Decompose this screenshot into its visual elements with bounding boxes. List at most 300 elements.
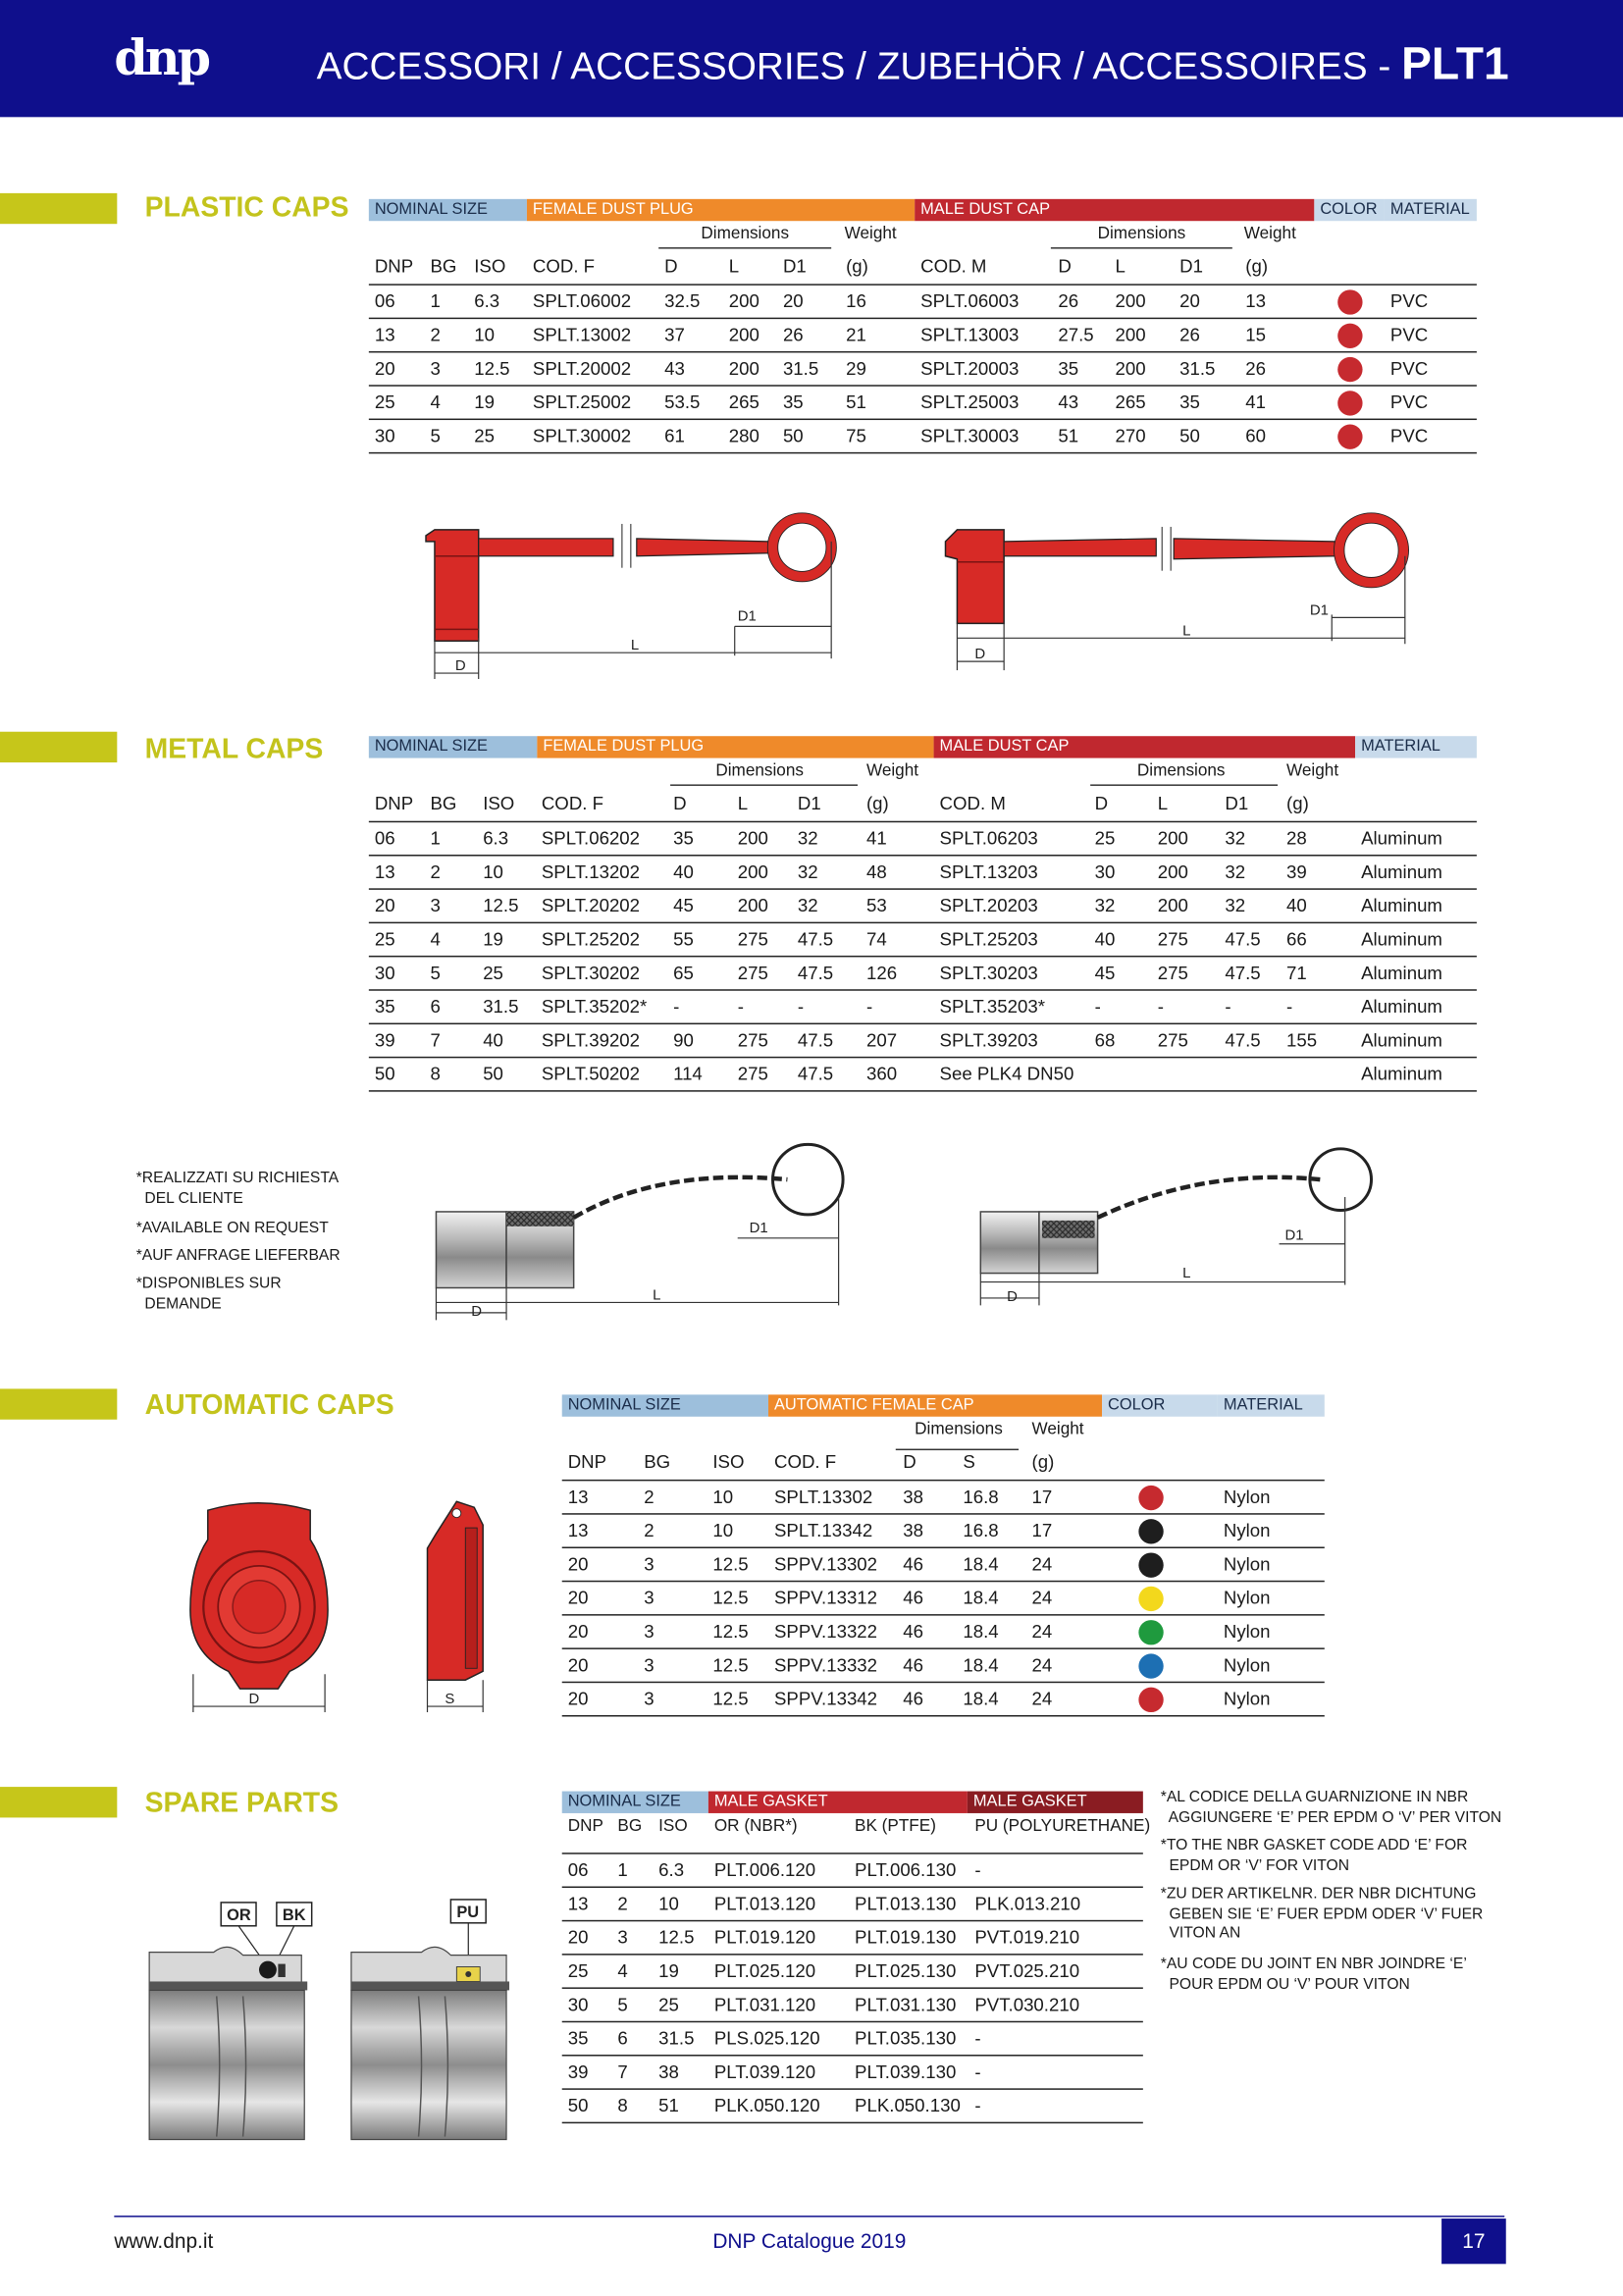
table-cell: 19 <box>658 1960 679 1982</box>
table-cell: 40 <box>1286 895 1307 916</box>
spare-parts-table <box>562 1792 1151 2122</box>
table-cell: Aluminum <box>1361 1064 1442 1085</box>
table-cell: 200 <box>737 895 768 916</box>
table-row <box>562 1956 1143 1989</box>
table-cell: 10 <box>483 861 503 883</box>
table-row <box>562 2022 1143 2056</box>
table-cell: 16 <box>846 290 866 312</box>
table-cell: 20 <box>374 358 395 380</box>
color-swatch <box>1138 1587 1163 1611</box>
table-row <box>562 1515 1325 1548</box>
group-male-gasket: MALE GASKET <box>708 1792 968 1813</box>
spare-note-en: *TO THE NBR GASKET CODE ADD ‘E’ FOR EPDM OR ‘V’ FOR VITON <box>1160 1836 1468 1874</box>
dim-d-label: D <box>248 1692 260 1708</box>
table-cell: 25 <box>374 391 395 413</box>
table-cell: 19 <box>474 391 495 413</box>
table-cell: PLS.025.120 <box>713 2028 820 2050</box>
table-cell: PLK.050.130 <box>855 2095 961 2116</box>
metal-note-it: *REALIZZATI SU RICHIESTA DEL CLIENTE <box>135 1169 340 1207</box>
table-cell: 15 <box>1245 325 1266 345</box>
table-cell: 06 <box>567 1859 589 1881</box>
table-cell: SPLT.20202 <box>541 895 641 916</box>
table-cell: 25 <box>483 963 503 984</box>
pu-gasket-drawing <box>351 1900 509 2140</box>
table-cell: 48 <box>865 861 887 883</box>
table-cell: SPLT.39202 <box>541 1030 641 1051</box>
table-cell: 47.5 <box>797 963 834 984</box>
section-bar <box>0 1388 117 1419</box>
table-cell: 5 <box>430 963 441 984</box>
table-cell: SPLT.30002 <box>532 426 632 446</box>
table-cell: SPLT.13302 <box>773 1487 873 1508</box>
table-row <box>562 1683 1325 1716</box>
table-cell: 4 <box>617 1960 628 1982</box>
table-cell: 28 <box>1286 828 1307 850</box>
section-bar <box>0 732 117 762</box>
table-cell: - <box>1157 996 1164 1018</box>
table-row <box>369 923 1477 957</box>
table-cell: 200 <box>1115 290 1146 312</box>
table-cell: 47.5 <box>797 929 834 950</box>
table-cell: 43 <box>1058 391 1079 413</box>
color-swatch <box>1138 1620 1163 1644</box>
table-cell: Aluminum <box>1361 1030 1442 1051</box>
table-cell: 275 <box>737 1064 768 1085</box>
table-cell: 280 <box>728 426 759 446</box>
weight-label: Weight <box>1286 762 1339 780</box>
bk-label: BK <box>282 1905 306 1924</box>
table-cell: 10 <box>712 1487 734 1508</box>
group-male-dust-cap: MALE DUST CAP <box>934 736 1356 757</box>
table-cell: 46 <box>903 1553 923 1575</box>
female-metal-plug-drawing <box>436 1144 843 1320</box>
table-cell: PLT.031.130 <box>855 1994 957 2015</box>
table-cell: 35 <box>374 996 395 1018</box>
table-cell: 35 <box>782 391 804 413</box>
table-cell: 10 <box>658 1893 679 1914</box>
table-cell: 13 <box>567 1893 589 1914</box>
table-cell: 45 <box>673 895 694 916</box>
table-cell: 32 <box>1094 895 1116 916</box>
metal-caps-table <box>369 736 1477 1087</box>
color-swatch <box>1337 289 1362 314</box>
table-cell: 32.5 <box>664 290 701 312</box>
table-cell: 31.5 <box>658 2028 695 2050</box>
dimensions-label: Dimensions <box>915 1421 1003 1439</box>
table-cell: 30 <box>374 963 395 984</box>
table-row <box>369 822 1477 856</box>
table-cell: 27.5 <box>1058 325 1094 345</box>
table-cell: 18.4 <box>963 1621 999 1643</box>
table-cell: - <box>1286 996 1293 1018</box>
table-cell: 21 <box>846 325 866 345</box>
table-cell: 20 <box>567 1621 589 1643</box>
table-cell: SPLT.25202 <box>541 929 641 950</box>
table-cell: SPLT.06002 <box>532 290 632 312</box>
table-row <box>562 2057 1143 2090</box>
footer-rule <box>114 2216 1504 2217</box>
metal-note-fr: *DISPONIBLES SUR DEMANDE <box>135 1275 282 1313</box>
table-cell: Aluminum <box>1361 996 1442 1018</box>
table-cell: 3 <box>644 1689 654 1710</box>
table-cell: 35 <box>567 2028 589 2050</box>
table-cell: 18.4 <box>963 1689 999 1710</box>
table-cell: 275 <box>1157 963 1188 984</box>
weight-label: Weight <box>844 225 897 243</box>
table-cell: 6 <box>430 996 441 1018</box>
table-row <box>369 957 1477 990</box>
table-cell: 20 <box>567 1553 589 1575</box>
table-cell: 17 <box>1031 1487 1053 1508</box>
table-cell: 20 <box>567 1689 589 1710</box>
dim-d1-label: D1 <box>737 608 757 625</box>
table-cell: 47.5 <box>1225 963 1261 984</box>
page-header <box>0 0 1623 117</box>
table-cell: PLT.025.130 <box>855 1960 957 1982</box>
table-cell: 55 <box>673 929 694 950</box>
table-cell: 13 <box>1245 290 1266 312</box>
table-row <box>562 1854 1143 1888</box>
section-title-metal: METAL CAPS <box>144 734 324 766</box>
table-cell: 265 <box>728 391 759 413</box>
dim-d-label: D <box>1007 1288 1018 1305</box>
table-cell: 25 <box>374 929 395 950</box>
table-cell: 71 <box>1286 963 1307 984</box>
table-row <box>369 319 1477 352</box>
dnp-logo: dnp <box>114 28 209 86</box>
table-cell: 31.5 <box>1179 358 1216 380</box>
table-cell: 75 <box>846 426 866 446</box>
table-cell: 13 <box>374 325 395 345</box>
table-cell: PVC <box>1389 391 1429 413</box>
table-cell: 18.4 <box>963 1654 999 1676</box>
table-cell: 50 <box>567 2095 589 2116</box>
color-swatch <box>1138 1519 1163 1543</box>
table-cell: 30 <box>1094 861 1116 883</box>
table-row <box>562 2090 1143 2123</box>
table-cell: 32 <box>797 861 818 883</box>
table-cell: Aluminum <box>1361 861 1442 883</box>
column-header-row: DNP BG ISO COD. F D S (g) <box>562 1446 1325 1482</box>
spare-note-it: *AL CODICE DELLA GUARNIZIONE IN NBR AGGIUNGERE ‘E’ PER EPDM O ‘V’ PER VITON <box>1160 1788 1502 1826</box>
dim-d-label: D <box>471 1303 483 1320</box>
table-cell: 24 <box>1031 1621 1053 1643</box>
table-cell: PLT.039.130 <box>855 2061 957 2083</box>
table-cell: SPLT.25003 <box>920 391 1020 413</box>
table-cell: SPLT.06003 <box>920 290 1020 312</box>
color-swatch <box>1138 1552 1163 1577</box>
table-cell: 18.4 <box>963 1553 999 1575</box>
table-cell: 65 <box>673 963 694 984</box>
color-swatch <box>1138 1653 1163 1678</box>
table-cell: 265 <box>1115 391 1146 413</box>
table-cell: PVC <box>1389 358 1429 380</box>
table-cell: SPLT.25002 <box>532 391 632 413</box>
female-plastic-plug-drawing <box>426 513 836 679</box>
table-cell: SPLT.50202 <box>541 1064 641 1085</box>
table-cell: 29 <box>846 358 866 380</box>
table-row <box>562 1921 1143 1955</box>
section-bar <box>0 1787 117 1817</box>
table-cell: 3 <box>430 895 441 916</box>
table-cell: PLT.031.120 <box>713 1994 816 2015</box>
group-material: MATERIAL <box>1385 199 1477 221</box>
table-cell: PLT.013.130 <box>855 1893 957 1914</box>
table-cell: 200 <box>728 358 759 380</box>
table-cell: 68 <box>1094 1030 1116 1051</box>
table-cell: SPLT.30203 <box>939 963 1038 984</box>
table-cell: 200 <box>737 828 768 850</box>
footer-catalogue: DNP Catalogue 2019 <box>712 2228 907 2253</box>
table-cell: 46 <box>903 1621 923 1643</box>
group-color: COLOR <box>1314 199 1385 221</box>
weight-label: Weight <box>865 762 919 780</box>
table-cell: SPLT.13003 <box>920 325 1020 345</box>
table-cell: 6.3 <box>474 290 500 312</box>
table-cell: 7 <box>617 2061 628 2083</box>
spare-note-de: *ZU DER ARTIKELNR. DER NBR DICHTUNG GEBEN SIE ‘E’ FUER EPDM ODER ‘V’ FUER VITON AN <box>1160 1885 1484 1943</box>
table-cell: SPLT.39203 <box>939 1030 1038 1051</box>
table-cell: PVT.025.210 <box>974 1960 1080 1982</box>
table-cell: 207 <box>865 1030 898 1051</box>
table-cell: 20 <box>567 1927 589 1949</box>
table-cell: 13 <box>567 1520 589 1541</box>
table-cell: SPLT.35202* <box>541 996 648 1018</box>
table-cell: 51 <box>658 2095 679 2116</box>
group-female-dust-plug: FEMALE DUST PLUG <box>537 736 933 757</box>
section-title-spare: SPARE PARTS <box>144 1788 340 1819</box>
table-cell: 39 <box>567 2061 589 2083</box>
table-cell: SPLT.30003 <box>920 426 1020 446</box>
table-cell: - <box>1094 996 1101 1018</box>
table-cell: 24 <box>1031 1654 1053 1676</box>
male-metal-cap-drawing <box>980 1149 1371 1306</box>
table-cell: 32 <box>1225 861 1246 883</box>
table-cell: 17 <box>1031 1520 1053 1541</box>
table-cell: 47.5 <box>1225 1030 1261 1051</box>
table-cell: 19 <box>483 929 503 950</box>
table-cell: 1 <box>430 828 441 850</box>
page-number: 17 <box>1441 2218 1506 2264</box>
group-male-dust-cap: MALE DUST CAP <box>915 199 1314 221</box>
table-cell: 41 <box>865 828 887 850</box>
column-header-row: DNP BG ISO COD. F D L D1 (g) COD. M D L D1 (g) <box>369 250 1477 286</box>
table-cell: 12.5 <box>483 895 519 916</box>
table-cell: 47.5 <box>797 1030 834 1051</box>
table-row <box>369 991 1477 1024</box>
table-cell: 32 <box>1225 895 1246 916</box>
dimensions-label: Dimensions <box>1097 225 1186 243</box>
table-cell: 13 <box>567 1487 589 1508</box>
table-cell: 24 <box>1031 1553 1053 1575</box>
table-cell: 13 <box>374 861 395 883</box>
table-cell: 20 <box>567 1654 589 1676</box>
table-cell: 35 <box>1058 358 1079 380</box>
group-nominal-size: NOMINAL SIZE <box>369 736 538 757</box>
table-cell: 50 <box>374 1064 395 1085</box>
table-cell: - <box>737 996 744 1018</box>
table-cell: PLT.013.120 <box>713 1893 816 1914</box>
plastic-caps-table <box>369 199 1477 451</box>
table-cell: PLK.013.210 <box>974 1893 1081 1914</box>
table-cell: SPLT.13202 <box>541 861 641 883</box>
table-cell: 40 <box>483 1030 503 1051</box>
table-cell: PLT.035.130 <box>855 2028 957 2050</box>
table-cell: PLK.050.120 <box>713 2095 820 2116</box>
table-cell: PLT.039.120 <box>713 2061 816 2083</box>
dim-d1-label: D1 <box>1284 1227 1304 1244</box>
automatic-caps-table <box>562 1394 1325 1713</box>
table-cell: SPLT.20002 <box>532 358 632 380</box>
table-cell: Aluminum <box>1361 929 1442 950</box>
table-cell: 41 <box>1245 391 1266 413</box>
table-cell: 12.5 <box>658 1927 695 1949</box>
table-cell: 30 <box>567 1994 589 2015</box>
table-cell: 32 <box>1225 828 1246 850</box>
dim-l-label: L <box>630 638 640 654</box>
section-bar <box>0 193 117 224</box>
table-cell: Aluminum <box>1361 895 1442 916</box>
table-cell: 30 <box>374 426 395 446</box>
or-bk-gasket-drawing <box>149 1903 312 2140</box>
table-cell: 275 <box>737 929 768 950</box>
table-cell: 200 <box>1115 358 1146 380</box>
table-row <box>562 1481 1325 1514</box>
table-cell: 3 <box>644 1654 654 1676</box>
table-cell: SPLT.30202 <box>541 963 641 984</box>
table-cell: 20 <box>374 895 395 916</box>
table-cell: 26 <box>782 325 804 345</box>
table-cell: 3 <box>430 358 441 380</box>
group-nominal-size: NOMINAL SIZE <box>562 1394 768 1416</box>
spare-parts-drawing <box>140 1894 521 2146</box>
table-cell: 46 <box>903 1654 923 1676</box>
dim-l-label: L <box>1182 623 1191 640</box>
table-cell: PLT.006.130 <box>855 1859 957 1881</box>
table-cell: SPPV.13312 <box>773 1588 878 1609</box>
table-cell: 26 <box>1179 325 1200 345</box>
table-cell: 40 <box>1094 929 1116 950</box>
table-cell: 38 <box>903 1487 923 1508</box>
table-cell: 43 <box>664 358 685 380</box>
metal-note-en: *AVAILABLE ON REQUEST <box>135 1219 329 1237</box>
table-cell: 2 <box>617 1893 628 1914</box>
metal-note-de: *AUF ANFRAGE LIEFERBAR <box>135 1246 340 1265</box>
table-cell: 32 <box>797 895 818 916</box>
footer-website[interactable]: www.dnp.it <box>114 2228 214 2253</box>
group-material: MATERIAL <box>1355 736 1477 757</box>
group-automatic-female-cap: AUTOMATIC FEMALE CAP <box>768 1394 1102 1416</box>
table-row <box>562 1888 1143 1921</box>
table-cell: 12.5 <box>712 1689 749 1710</box>
table-cell: Nylon <box>1223 1553 1271 1575</box>
table-cell: 31.5 <box>483 996 519 1018</box>
table-cell: PLT.006.120 <box>713 1859 816 1881</box>
color-swatch <box>1138 1688 1163 1712</box>
table-cell: SPPV.13342 <box>773 1689 878 1710</box>
dimension-underline <box>658 247 831 248</box>
section-title-automatic: AUTOMATIC CAPS <box>144 1389 394 1422</box>
table-cell: 90 <box>673 1030 694 1051</box>
table-cell: 5 <box>617 1994 628 2015</box>
table-cell: 06 <box>374 828 395 850</box>
table-cell: - <box>974 2095 981 2116</box>
product-code: PLT1 <box>1401 37 1509 89</box>
table-cell: 60 <box>1245 426 1266 446</box>
table-cell: 20 <box>567 1588 589 1609</box>
dim-d-label: D <box>974 647 986 663</box>
table-cell: Nylon <box>1223 1588 1271 1609</box>
table-cell: 200 <box>1157 828 1188 850</box>
table-row <box>562 1649 1325 1683</box>
table-cell: 25 <box>658 1994 679 2015</box>
table-cell: 50 <box>483 1064 503 1085</box>
table-cell: 51 <box>1058 426 1079 446</box>
dimensions-label: Dimensions <box>715 762 804 780</box>
table-cell: 18.4 <box>963 1588 999 1609</box>
dim-s-label: S <box>445 1692 455 1708</box>
table-cell: SPLT.13203 <box>939 861 1038 883</box>
group-male-gasket-pu: MALE GASKET <box>968 1792 1143 1813</box>
table-cell: - <box>1225 996 1231 1018</box>
table-cell: 35 <box>673 828 694 850</box>
table-cell: 25 <box>1094 828 1116 850</box>
table-cell: Aluminum <box>1361 828 1442 850</box>
dim-d1-label: D1 <box>1309 602 1329 619</box>
table-cell: 8 <box>617 2095 628 2116</box>
table-cell: 5 <box>430 426 441 446</box>
group-material: MATERIAL <box>1218 1394 1325 1416</box>
column-header-row: DNP BG ISO COD. F D L D1 (g) COD. M D L D1 (g) <box>369 787 1477 822</box>
table-row <box>562 1582 1325 1615</box>
table-cell: - <box>974 2028 981 2050</box>
table-cell: 66 <box>1286 929 1307 950</box>
plastic-caps-drawing <box>417 497 1471 685</box>
table-cell: 16.8 <box>963 1520 999 1541</box>
table-cell: PLT.019.120 <box>713 1927 816 1949</box>
table-cell: 46 <box>903 1588 923 1609</box>
table-row <box>562 1989 1143 2022</box>
dimension-underline <box>670 784 858 785</box>
table-cell: 61 <box>664 426 685 446</box>
table-cell: 3 <box>644 1621 654 1643</box>
table-cell: 275 <box>737 1030 768 1051</box>
table-cell: 200 <box>1115 325 1146 345</box>
table-cell: - <box>974 2061 981 2083</box>
automatic-cap-front-drawing <box>190 1503 328 1712</box>
table-cell: PLT.019.130 <box>855 1927 957 1949</box>
dim-d1-label: D1 <box>749 1220 768 1236</box>
group-female-dust-plug: FEMALE DUST PLUG <box>527 199 915 221</box>
dimension-underline <box>1090 784 1278 785</box>
table-cell: 7 <box>430 1030 441 1051</box>
table-cell: 200 <box>728 290 759 312</box>
table-cell: 6.3 <box>483 828 509 850</box>
table-cell: 200 <box>1157 861 1188 883</box>
table-cell: 20 <box>782 290 804 312</box>
spare-note-fr: *AU CODE DU JOINT EN NBR JOINDRE ‘E’ POUR EPDM OU ‘V’ POUR VITON <box>1160 1955 1467 1993</box>
table-row <box>369 387 1477 420</box>
color-swatch <box>1337 324 1362 348</box>
table-cell: 26 <box>1245 358 1266 380</box>
table-cell: 16.8 <box>963 1487 999 1508</box>
table-cell: 200 <box>1157 895 1188 916</box>
table-cell: 31.5 <box>782 358 819 380</box>
male-plastic-cap-drawing <box>945 513 1408 670</box>
table-row <box>562 1616 1325 1649</box>
table-cell: SPLT.20003 <box>920 358 1020 380</box>
color-swatch <box>1337 425 1362 449</box>
